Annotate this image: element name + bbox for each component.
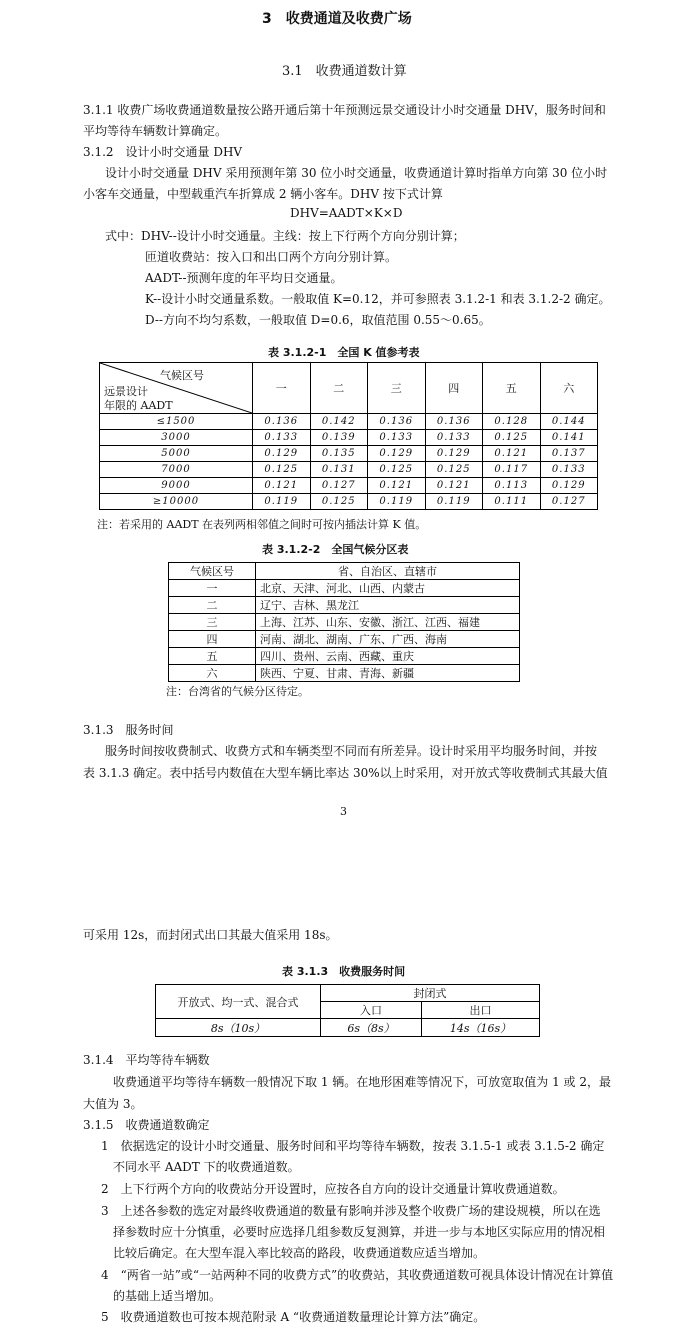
k-value-table xyxy=(99,362,598,510)
table1-cell: 0.136 xyxy=(425,414,483,430)
item-4-line1: 4 “两省一站”或“一站两种不同的收费方式”的收费站，其收费通道数可视具体设计情况在计算值 xyxy=(101,1268,614,1282)
table1-cell: 0.121 xyxy=(425,478,483,494)
table1-cell: 0.125 xyxy=(425,462,483,478)
table-row xyxy=(100,414,598,430)
table2-note: 注：台湾省的气候分区待定。 xyxy=(166,685,309,698)
table1-col-header: 六 xyxy=(540,363,598,414)
table1-cell: 0.121 xyxy=(483,446,541,462)
clause-3-1-3-line2: 表 3.1.3 确定。表中括号内数值在大型车辆比率达 30%以上时采用，对开放式等收费制式其最大值 xyxy=(83,766,608,780)
table1-col-header: 二 xyxy=(310,363,368,414)
table1-cell: 0.119 xyxy=(368,494,426,510)
table3-val-entry: 6s（8s） xyxy=(321,1019,422,1037)
table1-cell: 0.111 xyxy=(483,494,541,510)
table3-head-open: 开放式、均一式、混合式 xyxy=(156,985,321,1019)
table-row xyxy=(169,597,520,614)
table2-provs: 四川、贵州、云南、西藏、重庆 xyxy=(256,648,520,665)
table1-cell: 0.139 xyxy=(310,430,368,446)
table-row xyxy=(100,462,598,478)
clause-3-1-2-line2: 小客车交通量，中型载重汽车折算成 2 辆小客车。DHV 按下式计算 xyxy=(83,187,443,201)
clause-3-1-2-line1: 设计小时交通量 DHV 采用预测年第 30 位小时交通量，收费通道计算时指单方向第 30 位小时 xyxy=(105,166,608,180)
table1-cell: 0.127 xyxy=(540,494,598,510)
table2-caption: 表 3.1.2-2 全国气候分区表 xyxy=(262,543,409,556)
table1-cell: 0.131 xyxy=(310,462,368,478)
table2-zone: 二 xyxy=(169,597,256,614)
table-row xyxy=(100,446,598,462)
table1-row-label: 7000 xyxy=(100,462,253,478)
table2-provs: 上海、江苏、山东、安徽、浙江、江西、福建 xyxy=(256,614,520,631)
table1-cell: 0.137 xyxy=(540,446,598,462)
table3-head-entry: 入口 xyxy=(321,1002,422,1019)
page-number: 3 xyxy=(340,805,347,818)
table1-cell: 0.133 xyxy=(540,462,598,478)
clause-3-1-3-line1: 服务时间按收费制式、收费方式和车辆类型不同而有所差异。设计时采用平均服务时间，并按 xyxy=(105,744,598,758)
table1-cell: 0.133 xyxy=(368,430,426,446)
definition-dhv: 式中：DHV--设计小时交通量。主线：按上下行两个方向分别计算； xyxy=(105,229,465,243)
item-2-line1: 2 上下行两个方向的收费站分开设置时，应按各自方向的设计交通量计算收费通道数。 xyxy=(101,1182,565,1196)
clause-3-1-1-line2: 平均等待车辆数计算确定。 xyxy=(83,124,228,138)
table1-cell: 0.133 xyxy=(253,430,311,446)
table1-row-label: ≤1500 xyxy=(100,414,253,430)
item-4-line2: 的基础上适当增加。 xyxy=(113,1289,222,1303)
formula: DHV=AADT×K×D xyxy=(290,206,403,220)
table1-corner-cell xyxy=(100,363,253,414)
table-row xyxy=(169,631,520,648)
chapter-title: 3 收费通道及收费广场 xyxy=(262,11,412,27)
table2-provs: 河南、湖北、湖南、广东、广西、海南 xyxy=(256,631,520,648)
table2-provs: 北京、天津、河北、山西、内蒙古 xyxy=(256,580,520,597)
table-row xyxy=(100,430,598,446)
table1-cell: 0.135 xyxy=(310,446,368,462)
table-row xyxy=(100,478,598,494)
table-row xyxy=(169,665,520,682)
table1-cell: 0.128 xyxy=(483,414,541,430)
table1-cell: 0.129 xyxy=(425,446,483,462)
table1-cell: 0.119 xyxy=(425,494,483,510)
table1-cell: 0.125 xyxy=(253,462,311,478)
table3-val-open: 8s（10s） xyxy=(156,1019,321,1037)
table3-val-exit: 14s（16s） xyxy=(422,1019,540,1037)
clause-3-1-4-line1: 收费通道平均等待车辆数一般情况下取 1 辆。在地形困难等情况下，可放宽取值为 1 或 2，最 xyxy=(113,1075,611,1089)
table-row xyxy=(100,494,598,510)
clause-3-1-4-heading: 3.1.4 平均等待车辆数 xyxy=(83,1053,210,1067)
table1-row-label: 9000 xyxy=(100,478,253,494)
table1-corner-bottom1: 远景设计 xyxy=(104,385,148,398)
table1-cell: 0.133 xyxy=(425,430,483,446)
table3-head-exit: 出口 xyxy=(422,1002,540,1019)
item-1-line2: 不同水平 AADT 下的收费通道数。 xyxy=(113,1160,300,1174)
table1-row-label: 3000 xyxy=(100,430,253,446)
table1-corner-bottom2: 年限的 AADT xyxy=(104,399,173,412)
table1-col-header: 四 xyxy=(425,363,483,414)
table1-cell: 0.125 xyxy=(310,494,368,510)
climate-zone-table xyxy=(168,562,520,682)
table2-zone: 五 xyxy=(169,648,256,665)
table1-cell: 0.141 xyxy=(540,430,598,446)
table2-provs: 辽宁、吉林、黑龙江 xyxy=(256,597,520,614)
table3-caption: 表 3.1.3 收费服务时间 xyxy=(282,965,406,978)
table1-row-label: 5000 xyxy=(100,446,253,462)
table2-head-zone: 气候区号 xyxy=(169,563,256,580)
table1-cell: 0.136 xyxy=(253,414,311,430)
table1-row-label: ≥10000 xyxy=(100,494,253,510)
clause-3-1-3-line3: 可采用 12s，而封闭式出口其最大值采用 18s。 xyxy=(83,928,338,942)
item-3-line2: 择参数时应十分慎重，必要时应选择几组参数反复测算，并进一步与本地区实际应用的情况相 xyxy=(113,1225,606,1239)
table1-cell: 0.129 xyxy=(540,478,598,494)
item-5-line1: 5 收费通道数也可按本规范附录 A “收费通道数量理论计算方法”确定。 xyxy=(101,1310,486,1324)
table1-col-header: 三 xyxy=(368,363,426,414)
definition-k: K--设计小时交通量系数。一般取值 K=0.12，并可参照表 3.1.2-1 和表 3.1.2-2 确定。 xyxy=(145,292,611,306)
table2-zone: 三 xyxy=(169,614,256,631)
table1-caption: 表 3.1.2-1 全国 K 值参考表 xyxy=(268,346,420,359)
table1-cell: 0.129 xyxy=(368,446,426,462)
item-1-line1: 1 依据选定的设计小时交通量、服务时间和平均等待车辆数，按表 3.1.5-1 或表 3.1.5-2 确定 xyxy=(101,1139,605,1153)
table1-cell: 0.142 xyxy=(310,414,368,430)
table2-zone: 一 xyxy=(169,580,256,597)
table1-cell: 0.125 xyxy=(368,462,426,478)
definition-ramp: 匝道收费站：按入口和出口两个方向分别计算。 xyxy=(145,250,398,264)
table1-note: 注：若采用的 AADT 在表列两相邻值之间时可按内插法计算 K 值。 xyxy=(97,518,427,531)
table-row xyxy=(156,1019,540,1037)
clause-3-1-5-heading: 3.1.5 收费通道数确定 xyxy=(83,1118,210,1132)
table2-zone: 六 xyxy=(169,665,256,682)
table1-corner-top: 气候区号 xyxy=(160,369,204,382)
table1-cell: 0.129 xyxy=(253,446,311,462)
service-time-table xyxy=(155,984,540,1037)
clause-3-1-1-line1: 3.1.1 收费广场收费通道数量按公路开通后第十年预测远景交通设计小时交通量 DHV，服务时间和 xyxy=(83,103,606,117)
definition-d: D--方向不均匀系数，一般取值 D=0.6，取值范围 0.55～0.65。 xyxy=(145,313,491,327)
table1-col-header: 一 xyxy=(253,363,311,414)
definition-aadt: AADT--预测年度的年平均日交通量。 xyxy=(145,271,343,285)
table1-cell: 0.119 xyxy=(253,494,311,510)
item-3-line1: 3 上述各参数的选定对最终收费通道的数量有影响并涉及整个收费广场的建设规模，所以在选 xyxy=(101,1204,601,1218)
table-row xyxy=(169,614,520,631)
clause-3-1-3-heading: 3.1.3 服务时间 xyxy=(83,723,174,737)
table1-cell: 0.144 xyxy=(540,414,598,430)
table1-cell: 0.121 xyxy=(368,478,426,494)
table-row xyxy=(169,648,520,665)
table1-cell: 0.121 xyxy=(253,478,311,494)
table1-cell: 0.113 xyxy=(483,478,541,494)
item-3-line3: 比较后确定。在大型车混入率比较高的路段，收费通道数应适当增加。 xyxy=(113,1246,486,1260)
table3-head-closed: 封闭式 xyxy=(321,985,540,1002)
table2-provs: 陕西、宁夏、甘肃、青海、新疆 xyxy=(256,665,520,682)
table1-col-header: 五 xyxy=(483,363,541,414)
table1-cell: 0.127 xyxy=(310,478,368,494)
table2-zone: 四 xyxy=(169,631,256,648)
table1-cell: 0.117 xyxy=(483,462,541,478)
table-row xyxy=(169,580,520,597)
table2-head-provs: 省、自治区、直辖市 xyxy=(256,563,520,580)
section-title: 3.1 收费通道数计算 xyxy=(282,64,407,79)
clause-3-1-4-line2: 大值为 3。 xyxy=(83,1097,143,1111)
table1-cell: 0.125 xyxy=(483,430,541,446)
clause-3-1-2-heading: 3.1.2 设计小时交通量 DHV xyxy=(83,145,243,159)
table1-cell: 0.136 xyxy=(368,414,426,430)
